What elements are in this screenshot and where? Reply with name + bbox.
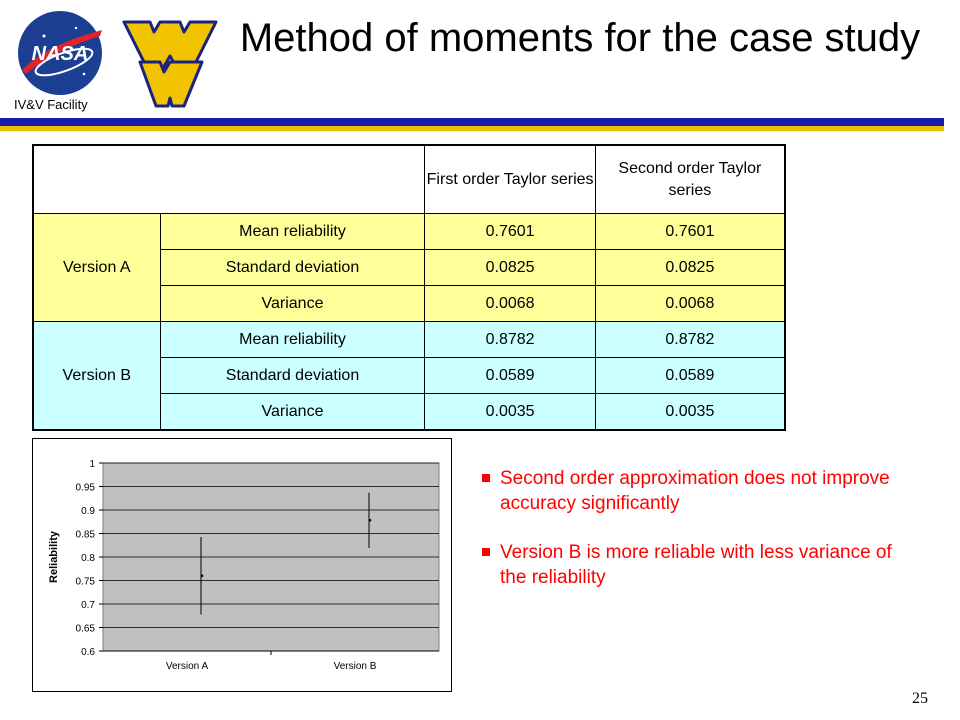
bullet-text: Second order approximation does not improve accuracy significantly	[500, 468, 890, 514]
y-tick-label: 0.95	[75, 482, 95, 494]
metric-cell: Variance	[160, 394, 425, 431]
metric-cell: Standard deviation	[160, 358, 425, 394]
moments-table	[32, 144, 786, 431]
square-bullet-icon	[482, 548, 490, 556]
metric-cell: Mean reliability	[160, 214, 425, 250]
metric-cell: Variance	[160, 286, 425, 322]
wvu-logo	[120, 18, 220, 110]
metric-cell: Standard deviation	[160, 250, 425, 286]
title-divider-blue	[0, 118, 944, 126]
metric-cell: Mean reliability	[160, 322, 425, 358]
bullet-list	[480, 466, 920, 614]
reliability-chart	[32, 438, 452, 692]
table-row	[33, 322, 785, 358]
first-order-value: 0.0035	[425, 394, 595, 431]
second-order-value: 0.8782	[595, 322, 785, 358]
first-order-value: 0.0068	[425, 286, 595, 322]
first-order-value: 0.8782	[425, 322, 595, 358]
bullet-item	[480, 466, 920, 516]
title-divider-gold	[0, 126, 944, 131]
y-tick-label: 0.9	[81, 506, 95, 517]
group-label-version-b: Version B	[33, 322, 160, 431]
second-order-value: 0.0825	[595, 250, 785, 286]
header-second-order: Second order Taylor series	[595, 145, 785, 214]
x-tick-label: Version A	[165, 661, 209, 672]
table-header-row	[33, 145, 785, 214]
x-tick-label: Version B	[333, 661, 377, 672]
y-tick-label: 1	[89, 459, 95, 470]
second-order-value: 0.0035	[595, 394, 785, 431]
header-first-order: First order Taylor series	[425, 145, 595, 214]
y-tick-label: 0.65	[75, 623, 95, 635]
first-order-value: 0.0589	[425, 358, 595, 394]
bullet-item	[480, 540, 920, 590]
nasa-logo-text: NASA	[31, 43, 89, 65]
y-tick-label: 0.85	[75, 529, 95, 541]
chart-svg	[33, 439, 451, 691]
bullet-text: Version B is more reliable with less variance of the reliability	[500, 542, 892, 588]
second-order-value: 0.0589	[595, 358, 785, 394]
first-order-value: 0.0825	[425, 250, 595, 286]
second-order-value: 0.7601	[595, 214, 785, 250]
table-corner-cell	[33, 145, 425, 214]
facility-label: IV&V Facility	[14, 97, 88, 112]
data-point	[369, 519, 372, 522]
y-tick-label: 0.7	[81, 600, 95, 611]
group-label-version-a: Version A	[33, 214, 160, 322]
y-axis-label: Reliability	[48, 531, 60, 583]
table-row	[33, 214, 785, 250]
first-order-value: 0.7601	[425, 214, 595, 250]
square-bullet-icon	[482, 474, 490, 482]
y-tick-label: 0.75	[75, 576, 95, 588]
y-tick-label: 0.8	[81, 553, 95, 564]
slide-title: Method of moments for the case study	[239, 16, 921, 60]
nasa-logo	[14, 8, 106, 98]
second-order-value: 0.0068	[595, 286, 785, 322]
y-tick-label: 0.6	[81, 647, 95, 658]
page-number: 25	[912, 690, 928, 707]
data-point	[201, 574, 204, 577]
